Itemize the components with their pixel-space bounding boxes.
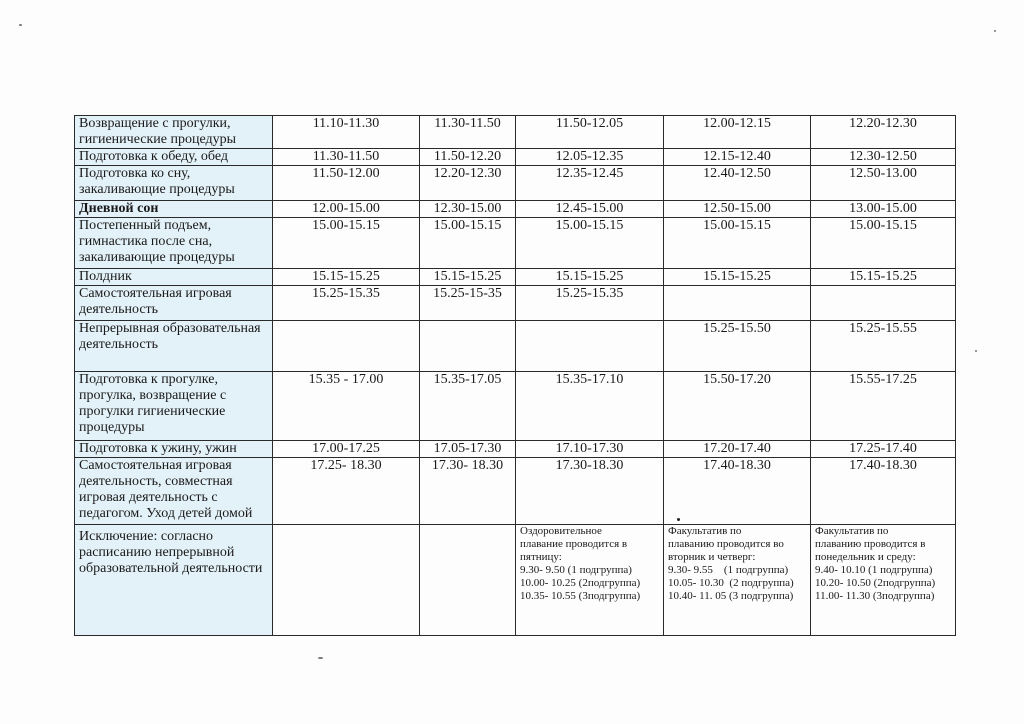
table-row [75, 269, 956, 286]
activity-label: Подготовка к прогулке, прогулка, возвращение с прогулки гигиенические процедуры [75, 372, 273, 441]
time-cell: 15.15-15.25 [420, 269, 516, 286]
time-cell: 15.25-15.35 [516, 286, 664, 321]
activity-label: Дневной сон [75, 201, 273, 218]
empty-cell [420, 525, 516, 636]
note-line: вторник и четверг: [668, 551, 756, 563]
time-cell: 15.25-15.35 [273, 286, 420, 321]
note-line: 10.00- 10.25 (2подгруппа) [520, 577, 641, 589]
table-row [75, 218, 956, 269]
time-cell: 11.50-12.20 [420, 149, 516, 166]
time-cell: 12.50-13.00 [811, 166, 956, 201]
scan-speck [677, 518, 680, 521]
table-row [75, 458, 956, 525]
time-cell: 11.30-11.50 [420, 116, 516, 149]
time-cell: 13.00-15.00 [811, 201, 956, 218]
time-cell: 11.50-12.05 [516, 116, 664, 149]
time-cell: 15.15-15.25 [811, 269, 956, 286]
time-cell: 17.40-18.30 [664, 458, 811, 525]
time-cell: 15.50-17.20 [664, 372, 811, 441]
empty-cell [273, 525, 420, 636]
scan-speck [318, 657, 323, 659]
time-cell: 15.35-17.05 [420, 372, 516, 441]
time-cell [273, 321, 420, 372]
time-cell: 17.30- 18.30 [420, 458, 516, 525]
table-row [75, 149, 956, 166]
activity-label: Возвращение с прогулки, гигиенические процедуры [75, 116, 273, 149]
table-row [75, 372, 956, 441]
table-row [75, 201, 956, 218]
activity-label: Непрерывная образовательная деятельность [75, 321, 273, 372]
time-cell [664, 286, 811, 321]
table-row [75, 116, 956, 149]
note-line: 9.30- 9.55 (1 подгруппа) [668, 564, 789, 576]
time-cell: 15.00-15.15 [811, 218, 956, 269]
time-cell: 15.15-15.25 [516, 269, 664, 286]
swimming-note-friday [516, 525, 664, 636]
note-line: пятницу: [520, 551, 562, 563]
exception-row [75, 525, 956, 636]
note-line: Оздоровительное [520, 525, 602, 537]
time-cell: 12.20-12.30 [811, 116, 956, 149]
exception-label: Исключение: согласно расписанию непрерывной образовательной деятельности [75, 525, 273, 636]
swimming-note-tue-thu [664, 525, 811, 636]
table-row [75, 286, 956, 321]
note-line: 10.05- 10.30 (2 подгруппа) [668, 577, 794, 589]
time-cell: 12.00-12.15 [664, 116, 811, 149]
time-cell [516, 321, 664, 372]
time-cell: 12.35-12.45 [516, 166, 664, 201]
time-cell: 17.05-17.30 [420, 441, 516, 458]
time-cell: 15.00-15.15 [273, 218, 420, 269]
time-cell: 11.30-11.50 [273, 149, 420, 166]
note-line: плавание проводится в [520, 538, 628, 550]
time-cell: 15.15-15.25 [273, 269, 420, 286]
time-cell: 12.45-15.00 [516, 201, 664, 218]
time-cell: 15.55-17.25 [811, 372, 956, 441]
time-cell: 11.50-12.00 [273, 166, 420, 201]
time-cell: 15.15-15.25 [664, 269, 811, 286]
activity-label: Самостоятельная игровая деятельность, совместная игровая деятельность с педагогом. Уход детей домой [75, 458, 273, 525]
daily-schedule-table [74, 115, 956, 636]
time-cell: 12.05-12.35 [516, 149, 664, 166]
table-row [75, 321, 956, 372]
time-cell: 15.00-15.15 [516, 218, 664, 269]
note-line: Факультатив по [668, 525, 742, 537]
scan-speck [994, 30, 996, 32]
note-line: 9.30- 9.50 (1 подгруппа) [520, 564, 632, 576]
note-line: 10.35- 10.55 (3подгруппа) [520, 590, 641, 602]
time-cell: 17.10-17.30 [516, 441, 664, 458]
note-line: Факультатив по [815, 525, 889, 537]
note-line: понедельник и среду: [815, 551, 916, 563]
time-cell [420, 321, 516, 372]
swimming-note-mon-wed [811, 525, 956, 636]
time-cell: 12.15-12.40 [664, 149, 811, 166]
time-cell [811, 286, 956, 321]
time-cell: 17.25- 18.30 [273, 458, 420, 525]
time-cell: 12.00-15.00 [273, 201, 420, 218]
time-cell: 12.40-12.50 [664, 166, 811, 201]
activity-label: Подготовка к обеду, обед [75, 149, 273, 166]
time-cell: 15.00-15.15 [420, 218, 516, 269]
note-line: плаванию проводится во [668, 538, 784, 550]
note-line: плаванию проводится в [815, 538, 926, 550]
time-cell: 12.30-12.50 [811, 149, 956, 166]
time-cell: 17.40-18.30 [811, 458, 956, 525]
time-cell: 12.20-12.30 [420, 166, 516, 201]
time-cell: 15.25-15.55 [811, 321, 956, 372]
activity-label: Самостоятельная игровая деятельность [75, 286, 273, 321]
table-row [75, 166, 956, 201]
activity-label: Подготовка к ужину, ужин [75, 441, 273, 458]
time-cell: 17.25-17.40 [811, 441, 956, 458]
note-line: 9.40- 10.10 (1 подгруппа) [815, 564, 933, 576]
time-cell: 17.30-18.30 [516, 458, 664, 525]
time-cell: 17.20-17.40 [664, 441, 811, 458]
note-line: 10.40- 11. 05 (3 подгруппа) [668, 590, 794, 602]
time-cell: 15.35 - 17.00 [273, 372, 420, 441]
time-cell: 15.35-17.10 [516, 372, 664, 441]
time-cell: 15.25-15-35 [420, 286, 516, 321]
time-cell: 12.30-15.00 [420, 201, 516, 218]
scan-speck [19, 24, 22, 26]
time-cell: 17.00-17.25 [273, 441, 420, 458]
table-row [75, 441, 956, 458]
activity-label: Постепенный подъем, гимнастика после сна, закаливающие процедуры [75, 218, 273, 269]
time-cell: 15.00-15.15 [664, 218, 811, 269]
activity-label: Полдник [75, 269, 273, 286]
time-cell: 12.50-15.00 [664, 201, 811, 218]
activity-label: Подготовка ко сну, закаливающие процедуры [75, 166, 273, 201]
note-line: 10.20- 10.50 (2подгруппа) [815, 577, 936, 589]
scan-speck [975, 350, 977, 352]
time-cell: 11.10-11.30 [273, 116, 420, 149]
time-cell: 15.25-15.50 [664, 321, 811, 372]
note-line: 11.00- 11.30 (3подгруппа) [815, 590, 935, 602]
